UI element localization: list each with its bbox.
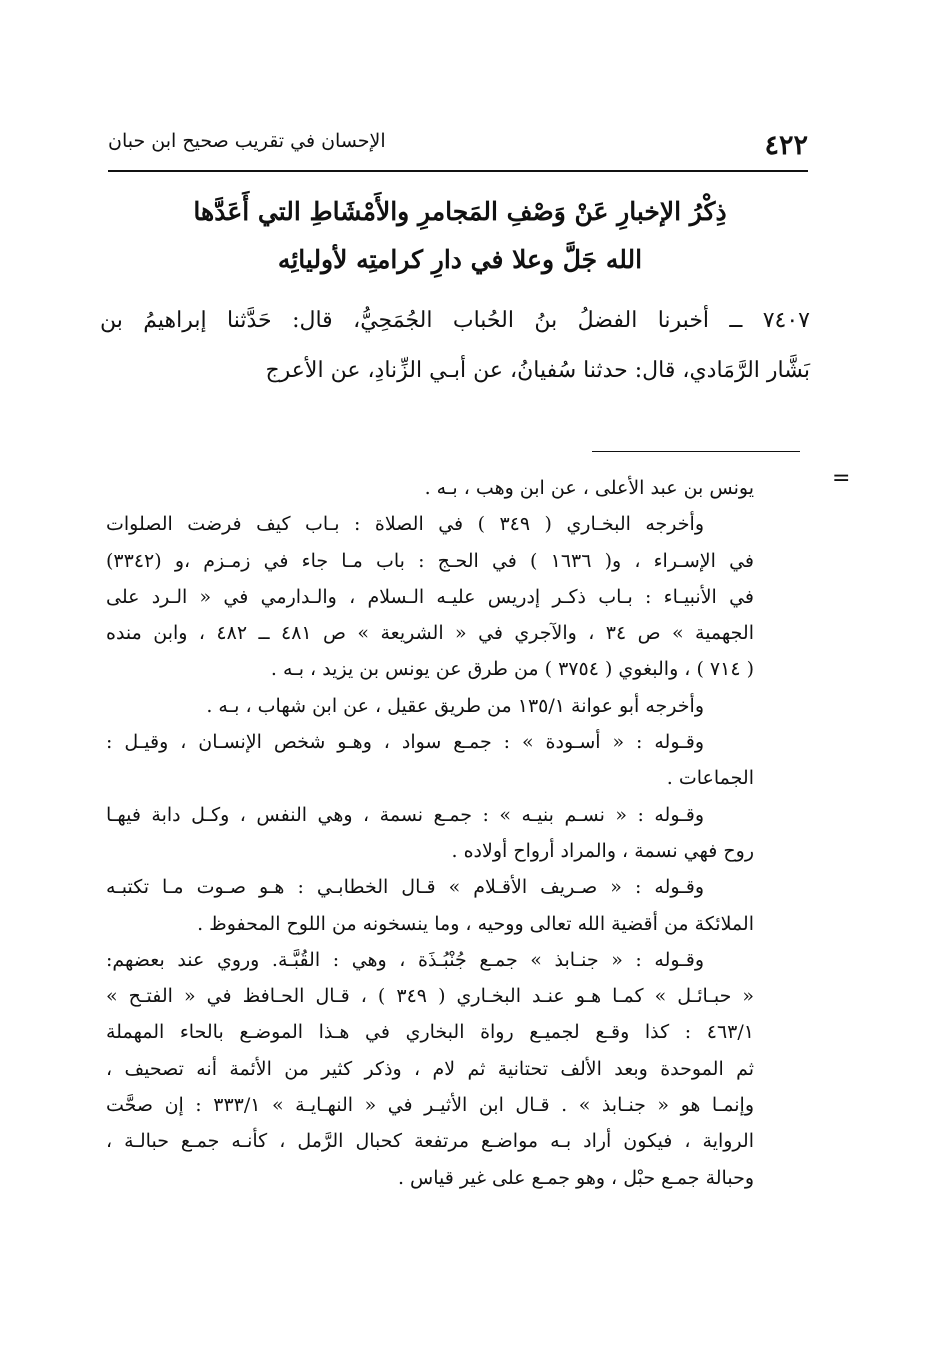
footnote-line: « حبـائـل » كمـا هـو عنـد البخـاري ( ٣٤٩ ) ، قـال الحـافظ في « الفتـح »: [106, 985, 754, 1008]
footnote-line: ( ٧١٤ ) ، والبغوي ( ٣٧٥٤ ) من طرق عن يونس بن يزيد ، بـه .: [270, 658, 754, 681]
running-title: الإحسان في تقريب صحيح ابن حبان: [108, 130, 386, 152]
footnote-line: الجهمية » ص ٣٤ ، والآجري في « الشريعة » ص ٤٨١ ــ ٤٨٢ ، وابن منده: [106, 622, 754, 645]
footnote-line: وأخرجه أبو عوانة ١٣٥/١ من طريق عقيل ، عن ابن شهاب ، بـه .: [206, 694, 704, 717]
footnote-line: في الأنبيـاء : بـاب ذكـر إدريس عليـه الـسلام ، والـدارمي في « الـرد على: [106, 585, 754, 608]
footnote-line: يونس بن عبد الأعلى ، عن ابن وهب ، بـه .: [424, 477, 754, 499]
footnote-line: وقـوله : « صـريف الأقـلام » قـال الخطابـي : هـو صـوت مـا تكتبـه: [106, 876, 704, 899]
footnotes: [106, 470, 754, 1196]
hadith-line: بَشَّار الرَّمَادي، قال: حدثنا سُفيانُ، عن أبـي الزِّنادِ، عن الأعرج: [265, 358, 810, 383]
chapter-title-line: الله جَلَّ وعلا في دارِ كرامتِه لأوليائِه: [277, 245, 643, 274]
hadith-text: [100, 296, 810, 396]
chapter-title-line: ذِكْرُ الإخبارِ عَنْ وَصْفِ المَجامرِ والأَمْشَاطِ التي أَعَدَّها: [193, 197, 727, 226]
page-header: [108, 126, 808, 166]
footnote-line: في الإسـراء ، و( ١٦٣٦ ) في الحـج : باب مـا جاء في زمـزم ،و (٣٣٤٢): [106, 549, 754, 572]
footnote-line: وإنمـا هو « جنـابذ » . قـال ابن الأثيـر في « النهـايـة » ٣٣٣/١ : إن صحَّت: [106, 1094, 754, 1117]
footnote-line: ثم الموحدة وبعد الألف تحتانية ثم لام ، وذكر كثير من الأئمة أنه تصحيف ،: [106, 1057, 754, 1080]
footnote-line: الرواية ، فيكون أراد بـه مواضـع مرتفعة كحبال الرَّمل ، كأنـه جمـع حبالـة ،: [106, 1130, 754, 1153]
hadith-line: ٧٤٠٧ ــ أخبرنا الفضلُ بنُ الحُباب الجُمَحِيُّ، قال: حَدَّثنا إبراهيمُ بن: [100, 308, 810, 333]
footnote-line: وقـوله : « نسـم بنيـه » : جمـع نسمة ، وهي النفس ، وكـل دابة فيهـا: [106, 803, 704, 826]
footnote-line: روح فهي نسمة ، والمراد أرواح أولاده .: [451, 839, 754, 862]
footnote-line: الملائكة من أقضية الله تعالى ووحيه ، وما ينسخونه من اللوح المحفوظ .: [197, 912, 754, 935]
page-number: ٤٢٢: [764, 130, 808, 161]
footnote-separator: [592, 451, 800, 452]
footnote-line: وأخرجه البخـاري ( ٣٤٩ ) في الصلاة : بـاب كيف فرضت الصلوات: [106, 513, 704, 536]
footnote-line: وحبالة جمـع حبْل ، وهو جمـع على غير قياس .: [397, 1166, 754, 1189]
continuation-mark: =: [832, 466, 851, 491]
footnote-line: الجماعات .: [666, 767, 754, 790]
footnote-line: وقـوله : « جنـابذ » جمـع جُنْبُـذَة ، وهي : القُبَّـة. وروي عند بعضهم:: [106, 948, 704, 971]
chapter-title: [140, 188, 780, 284]
header-rule: [108, 170, 808, 172]
footnote-line: وقـوله : « أسـودة » : جمـع سواد ، وهـو شخص الإنسـان ، وقيـل :: [106, 731, 704, 754]
footnote-line: ٤٦٣/١ : كذا وقـع لجميـع رواة البخاري في هـذا الموضـع بالحاء المهملة: [106, 1021, 754, 1044]
